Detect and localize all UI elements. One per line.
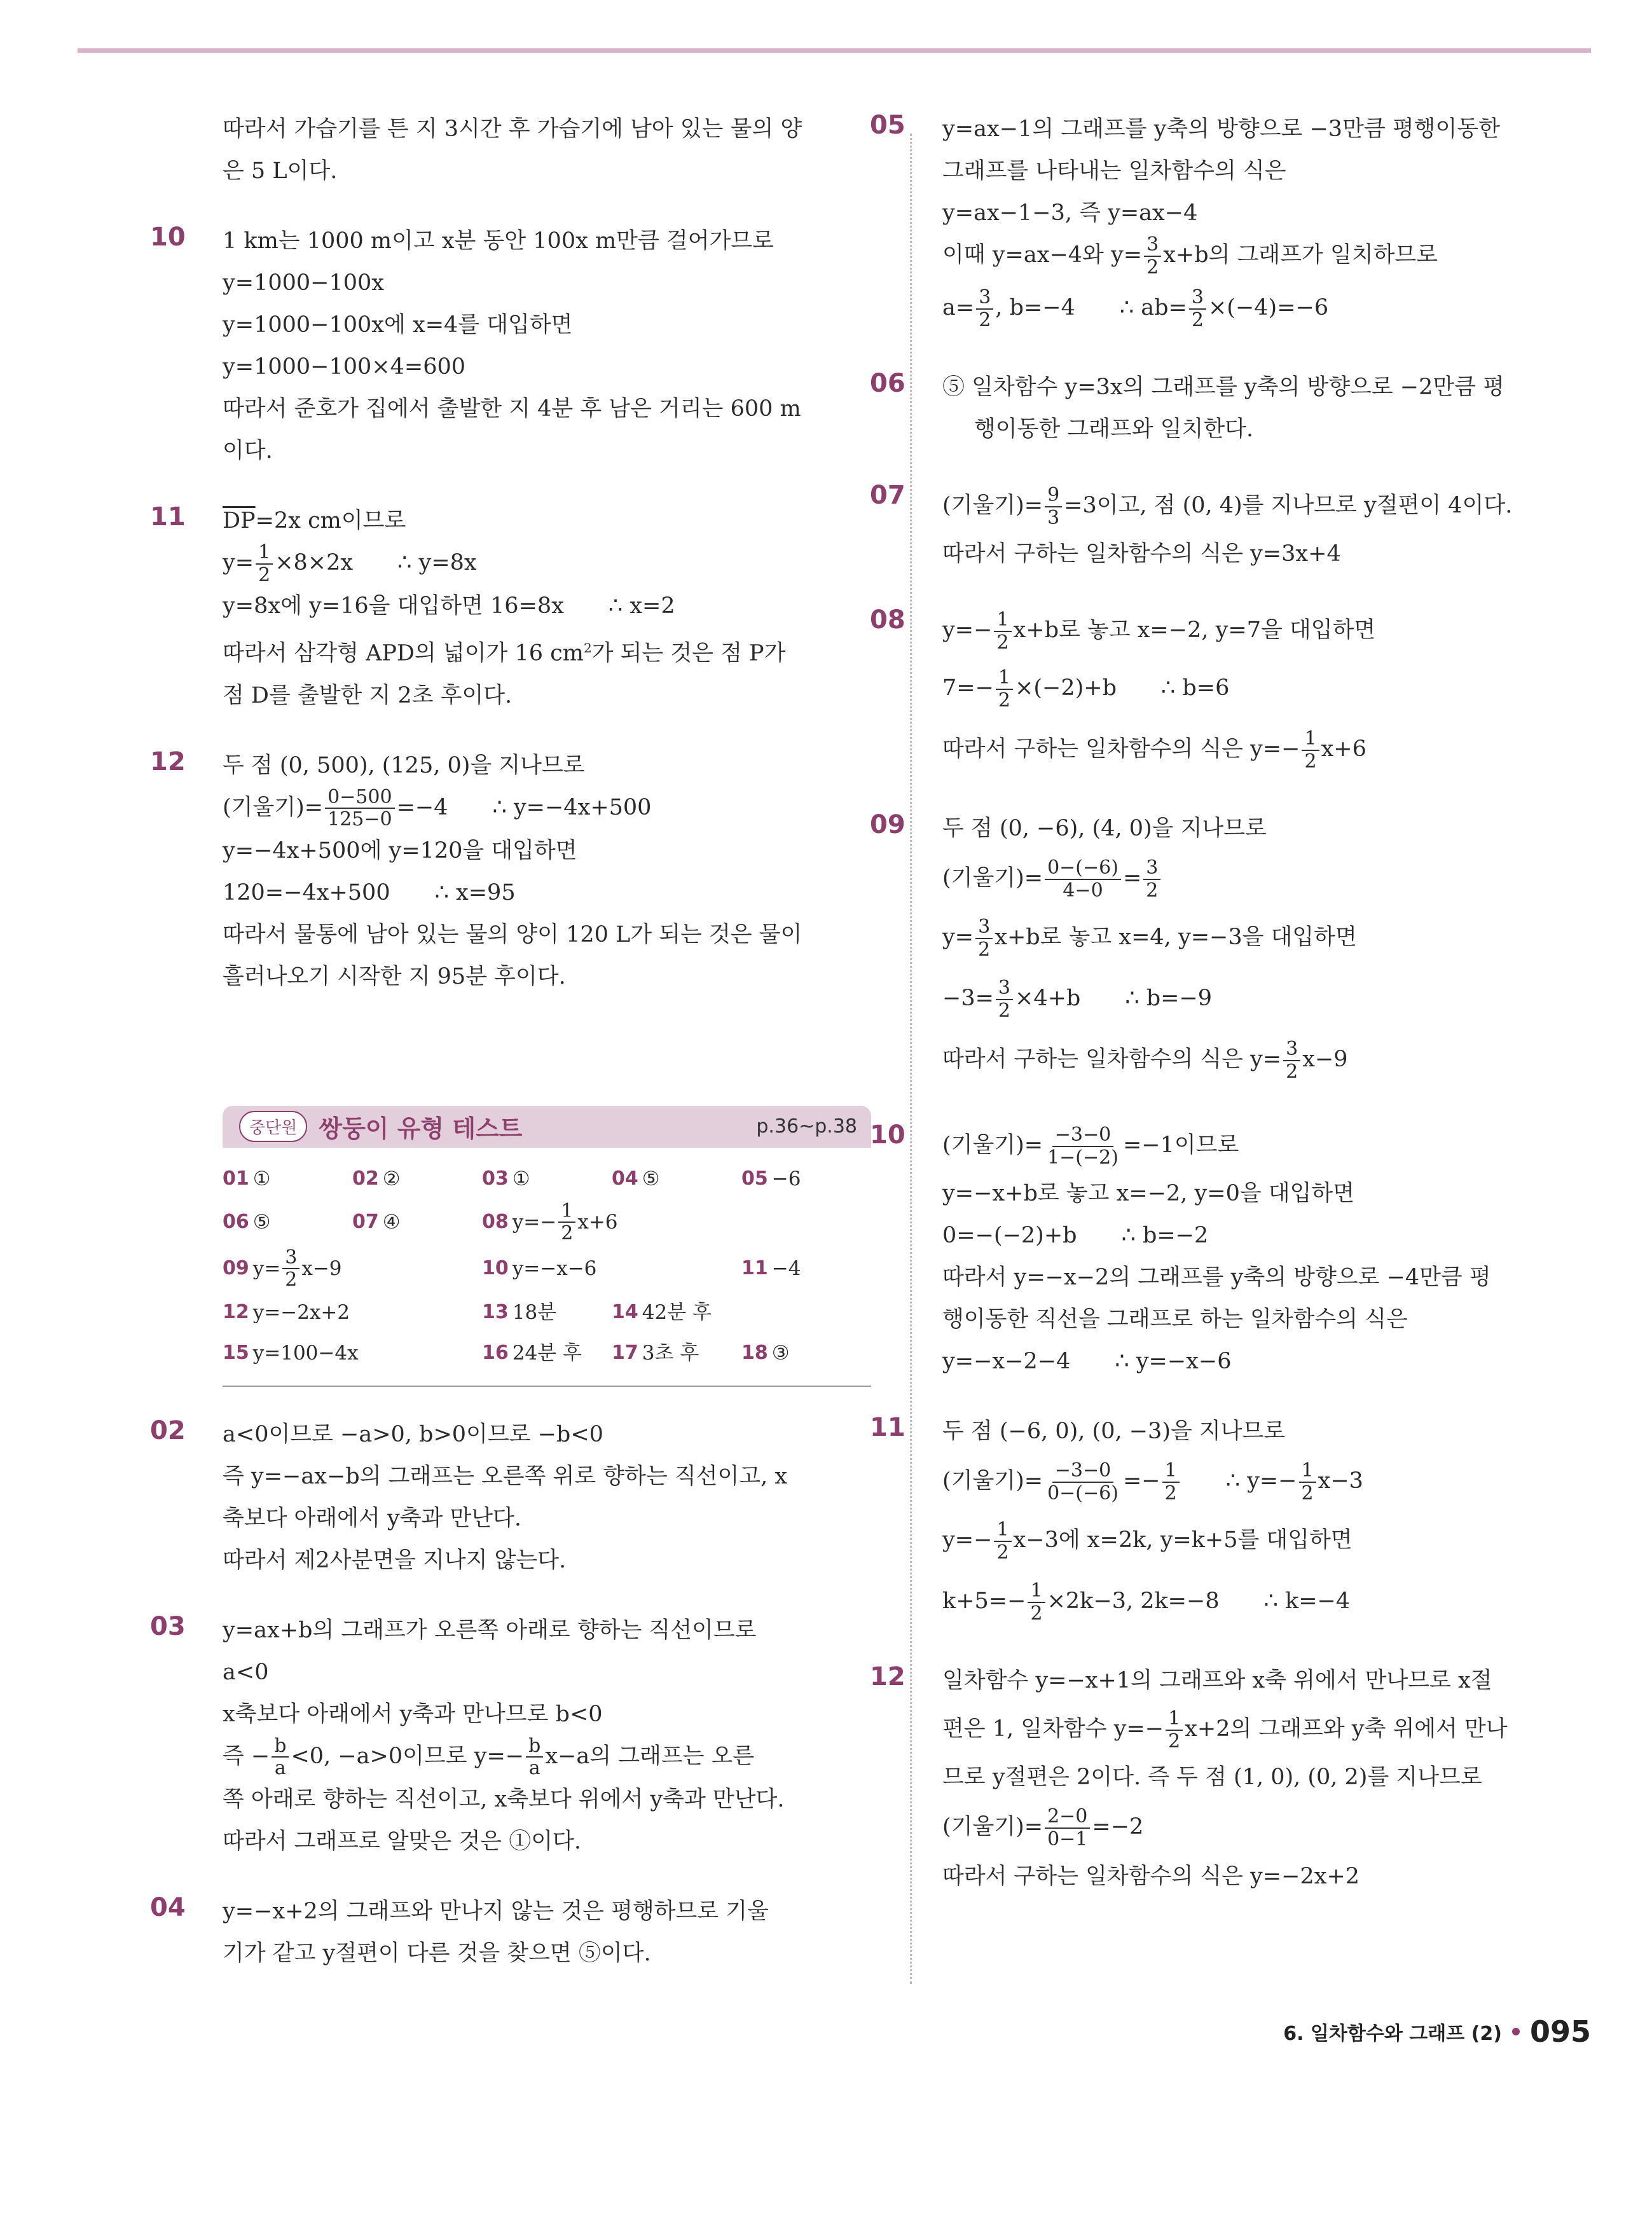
numerator: 1 xyxy=(1028,1581,1045,1603)
denominator: 2 xyxy=(1146,879,1159,902)
text-span: ×8×2x xyxy=(275,550,354,575)
text-span: y=− xyxy=(942,1527,993,1553)
text-line: a<0 xyxy=(223,1659,269,1685)
denominator: 2 xyxy=(1030,1602,1043,1625)
text-line: 따라서 y=−x−2의 그래프를 y축의 방향으로 −4만큼 평 xyxy=(942,1265,1491,1290)
text-line: y=−x+2의 그래프와 만나지 않는 것은 평행하므로 기울 xyxy=(223,1898,769,1924)
answer-value: x−9 xyxy=(301,1257,342,1281)
numerator: 3 xyxy=(975,917,993,939)
text-span: a= xyxy=(942,295,975,320)
text-line xyxy=(942,603,1597,657)
denominator: 2 xyxy=(996,631,1009,654)
fraction xyxy=(1045,1125,1121,1167)
problem-number: 02 xyxy=(150,1415,186,1445)
text-line: x축보다 아래에서 y축과 만나므로 b<0 xyxy=(223,1701,603,1727)
text-span: 따라서 삼각형 APD의 넓이가 16 cm xyxy=(223,640,584,666)
answer-grid xyxy=(223,1148,871,1387)
text-span: ∴ y=−x−6 xyxy=(1115,1349,1232,1374)
text-span: (기울기)= xyxy=(942,1814,1043,1840)
text-span: x−3 xyxy=(1318,1468,1363,1494)
denominator: 2 xyxy=(979,308,991,331)
answer-value: 3초 후 xyxy=(642,1341,699,1365)
left-column xyxy=(150,108,881,2002)
denominator: 2 xyxy=(998,689,1011,712)
right-column xyxy=(870,108,1597,1925)
text-line: 따라서 준호가 집에서 출발한 지 4분 후 남은 거리는 600 m xyxy=(223,396,801,422)
denominator: 2 xyxy=(258,563,271,586)
text-span: ∴ x=2 xyxy=(608,593,675,619)
text-span: ∴ y=−4x+500 xyxy=(492,794,652,820)
numerator: 1 xyxy=(1299,1461,1316,1483)
numerator: 0−500 xyxy=(325,787,394,809)
text-line xyxy=(942,1510,1597,1571)
fraction xyxy=(282,1248,299,1290)
solution-11 xyxy=(150,500,881,717)
text-line xyxy=(223,585,881,627)
text-line xyxy=(942,968,1597,1029)
answer-value: y=−x−6 xyxy=(512,1257,597,1281)
twin-solution-11 xyxy=(870,1410,1597,1632)
answer-item: 17 3초 후 xyxy=(612,1335,741,1372)
denominator: 2 xyxy=(1286,1060,1298,1083)
column-divider xyxy=(910,134,912,1984)
text-line: 점 D를 출발한 지 2초 후이다. xyxy=(223,682,513,708)
superscript: 2 xyxy=(583,640,592,656)
text-span: =−4 xyxy=(396,794,448,820)
fraction xyxy=(1144,235,1161,277)
numerator: 9 xyxy=(1045,485,1062,507)
text-line: y=−x+b로 놓고 x=−2, y=0을 대입하면 xyxy=(942,1181,1355,1206)
text-span: ∴ k=−4 xyxy=(1263,1588,1351,1614)
text-line xyxy=(942,1215,1597,1256)
text-span: 따라서 구하는 일차함수의 식은 y= xyxy=(942,1047,1282,1072)
answer-summary-box xyxy=(223,1106,871,1387)
answer-item: 10 y=−x−6 xyxy=(482,1248,741,1290)
answer-value: ① xyxy=(512,1167,530,1190)
answer-value: y=100−4x xyxy=(252,1341,359,1365)
empty-cell xyxy=(741,1201,871,1244)
text-line: 따라서 가습기를 튼 지 3시간 후 가습기에 남아 있는 물의 양 xyxy=(223,116,802,142)
text-span: ×(−2)+b xyxy=(1015,675,1117,701)
denominator: 2 xyxy=(561,1222,574,1245)
text-span: y=− xyxy=(942,617,993,643)
fraction xyxy=(1045,1461,1121,1503)
answer-value: 24분 후 xyxy=(512,1341,582,1365)
text-line xyxy=(223,500,881,542)
denominator: 2 xyxy=(1146,256,1159,279)
numerator: 3 xyxy=(1143,858,1160,880)
problem-number: 10 xyxy=(870,1120,905,1150)
text-line: 따라서 제2사분면을 지나지 않는다. xyxy=(223,1547,567,1573)
segment-dp: $\overline{DP}$ xyxy=(223,508,256,533)
text-line xyxy=(942,1118,1597,1173)
twin-solution-06 xyxy=(870,366,1597,450)
numerator: 3 xyxy=(1189,287,1206,310)
denominator: 1−(−2) xyxy=(1047,1146,1119,1169)
text-span: (기울기)= xyxy=(942,1468,1043,1494)
text-line xyxy=(942,234,1597,277)
text-line xyxy=(223,627,881,675)
text-line: y=1000−100×4=600 xyxy=(223,354,466,380)
text-span: x+b로 놓고 x=4, y=−3을 대입하면 xyxy=(995,925,1357,950)
fraction xyxy=(325,787,394,830)
numerator: 1 xyxy=(1166,1709,1183,1731)
denominator: a xyxy=(528,1757,540,1780)
text-line: y=ax−1−3, 즉 y=ax−4 xyxy=(942,200,1198,226)
fraction xyxy=(1283,1039,1300,1082)
text-span: −3= xyxy=(942,986,994,1011)
top-rule xyxy=(78,48,1591,53)
text-span: ∴ b=6 xyxy=(1160,675,1230,701)
denominator: 2 xyxy=(1191,308,1204,331)
answer-item: 12 y=−2x+2 xyxy=(223,1294,482,1331)
solution-12 xyxy=(150,745,881,998)
text-span: k+5=− xyxy=(942,1588,1026,1614)
twin-solution-02 xyxy=(150,1414,881,1581)
text-span: 7=− xyxy=(942,675,994,701)
denominator: 2 xyxy=(996,1541,1009,1564)
text-span: , b=−4 xyxy=(995,295,1075,320)
text-line xyxy=(942,719,1597,780)
fraction xyxy=(1028,1581,1045,1623)
page-footer xyxy=(1283,2014,1591,2049)
text-line xyxy=(942,1702,1597,1756)
text-line xyxy=(223,542,881,585)
text-span: x−3에 x=2k, y=k+5를 대입하면 xyxy=(1013,1527,1353,1553)
text-line: 두 점 (0, −6), (4, 0)을 지나므로 xyxy=(942,816,1267,841)
text-line: 1 km는 1000 m이고 x분 동안 100x m만큼 걸어가므로 xyxy=(223,228,774,254)
fraction xyxy=(976,287,993,330)
problem-number: 08 xyxy=(870,605,905,635)
answer-item: 14 42분 후 xyxy=(612,1294,741,1331)
text-span: ×2k−3, 2k=−8 xyxy=(1047,1588,1220,1614)
twin-solution-09 xyxy=(870,808,1597,1090)
text-span: ×4+b xyxy=(1015,986,1081,1011)
text-line: ⑤ 일차함수 y=3x의 그래프를 y축의 방향으로 −2만큼 평 xyxy=(942,375,1504,400)
text-span: y= xyxy=(223,550,254,575)
text-line: 은 5 L이다. xyxy=(223,158,338,184)
answer-value: ① xyxy=(252,1167,271,1190)
answer-item: 08 y=− $\frac{1}{2}$ x+6 xyxy=(482,1199,618,1245)
denominator: 0−(−6) xyxy=(1047,1482,1119,1504)
text-line: 행이동한 그래프와 일치한다. xyxy=(974,416,1254,442)
problem-number: 07 xyxy=(870,481,905,510)
answer-item: 03 ① xyxy=(482,1160,612,1197)
denominator: 0−1 xyxy=(1047,1827,1088,1850)
problem-number: 05 xyxy=(870,111,905,140)
fraction xyxy=(526,1736,543,1779)
numerator: 1 xyxy=(256,542,273,565)
problem-number: 09 xyxy=(870,810,905,839)
answer-value: x+6 xyxy=(577,1211,618,1234)
problem-number: 11 xyxy=(870,1413,905,1442)
text-span: 편은 1, 일차함수 y=− xyxy=(942,1716,1164,1742)
answer-item: 15 y=100−4x xyxy=(223,1335,482,1372)
page-number: 095 xyxy=(1529,2014,1591,2049)
text-line: 즉 y=−ax−b의 그래프는 오른쪽 위로 향하는 직선이고, x xyxy=(223,1463,788,1489)
solution-continued xyxy=(223,108,881,192)
text-span: ∴ x=95 xyxy=(434,879,516,905)
text-line xyxy=(942,1571,1597,1632)
text-line xyxy=(942,1340,1597,1382)
twin-solution-03 xyxy=(150,1609,881,1862)
text-line: 축보다 아래에서 y축과 만난다. xyxy=(223,1505,521,1531)
text-span: =2x cm이므로 xyxy=(255,508,406,533)
denominator: 2 xyxy=(1304,750,1317,773)
text-span: ∴ b=−9 xyxy=(1125,986,1213,1011)
text-line xyxy=(223,872,881,914)
text-line xyxy=(942,657,1597,719)
numerator: 3 xyxy=(1144,235,1161,257)
text-span: ∴ b=−2 xyxy=(1121,1223,1209,1248)
answer-item: 06 ⑤ xyxy=(223,1201,352,1244)
text-span: y=−x−2−4 xyxy=(942,1349,1071,1374)
denominator: 125−0 xyxy=(327,808,392,831)
denominator: 2 xyxy=(998,999,1011,1022)
problem-number: 03 xyxy=(150,1611,186,1641)
numerator: b xyxy=(272,1736,289,1758)
problem-number: 04 xyxy=(150,1892,186,1922)
text-span: ×(−4)=−6 xyxy=(1208,295,1329,320)
denominator: 2 xyxy=(1301,1482,1314,1504)
answer-item: 02 ② xyxy=(352,1160,482,1197)
answer-item: 16 24분 후 xyxy=(482,1335,612,1372)
text-line: y=ax+b의 그래프가 오른쪽 아래로 향하는 직선이므로 xyxy=(223,1617,757,1643)
fraction xyxy=(994,1520,1011,1562)
problem-number: 12 xyxy=(870,1662,905,1691)
text-line xyxy=(223,787,881,830)
text-line: 행이동한 직선을 그래프로 하는 일차함수의 식은 xyxy=(942,1307,1408,1332)
text-line xyxy=(223,1735,881,1779)
text-line: y=1000−100x xyxy=(223,270,385,296)
answer-value: ② xyxy=(382,1167,401,1190)
text-line xyxy=(942,850,1597,907)
text-line: 흘러나오기 시작한 지 95분 후이다. xyxy=(223,963,566,989)
text-line: 따라서 물통에 남아 있는 물의 양이 120 L가 되는 것은 물이 xyxy=(223,921,802,947)
text-span: 120=−4x+500 xyxy=(223,879,390,905)
chapter-label: 6. 일차함수와 그래프 (2) xyxy=(1283,2023,1502,2045)
text-span: x+2의 그래프와 y축 위에서 만나 xyxy=(1185,1716,1508,1742)
fraction xyxy=(1143,858,1160,900)
empty-cell xyxy=(741,1294,871,1331)
twin-solution-04 xyxy=(150,1890,881,1974)
numerator: −3−0 xyxy=(1052,1125,1113,1147)
fraction xyxy=(272,1736,289,1779)
answer-item: 04 ⑤ xyxy=(612,1160,741,1197)
answer-item: 13 18분 xyxy=(482,1294,612,1331)
twin-solution-07 xyxy=(870,478,1597,575)
fraction xyxy=(1166,1709,1183,1751)
text-line: y=ax−1의 그래프를 y축의 방향으로 −3만큼 평행이동한 xyxy=(942,116,1500,142)
text-line: 일차함수 y=−x+1의 그래프와 x축 위에서 만나므로 x절 xyxy=(942,1668,1492,1693)
text-span: 따라서 구하는 일차함수의 식은 y=− xyxy=(942,736,1300,762)
answer-value: y=−2x+2 xyxy=(252,1300,350,1324)
answer-item: 07 ④ xyxy=(352,1201,482,1244)
twin-solution-12 xyxy=(870,1660,1597,1897)
problem-number: 12 xyxy=(150,747,186,776)
fraction xyxy=(1045,1807,1090,1849)
text-line: 따라서 그래프로 알맞은 것은 ①이다. xyxy=(223,1828,581,1854)
text-line: 따라서 구하는 일차함수의 식은 y=3x+4 xyxy=(942,541,1341,567)
text-span: 이때 y=ax−4와 y= xyxy=(942,242,1143,268)
answer-value: y=− xyxy=(512,1211,557,1234)
fraction xyxy=(1045,858,1121,900)
numerator: 1 xyxy=(996,668,1013,690)
text-span: 즉 − xyxy=(223,1743,270,1769)
text-line xyxy=(942,1452,1597,1510)
text-line: y=1000−100x에 x=4를 대입하면 xyxy=(223,312,573,338)
fraction xyxy=(1162,1461,1180,1503)
text-span: 가 되는 것은 점 P가 xyxy=(591,640,786,666)
text-span: <0, −a>0이므로 y=− xyxy=(291,1743,525,1769)
text-span: y=8x에 y=16을 대입하면 16=8x xyxy=(223,593,564,619)
page-range: p.36~p.38 xyxy=(756,1115,857,1138)
denominator: 2 xyxy=(978,938,991,961)
answer-item: 09 y= $\frac{3}{2}$ x−9 xyxy=(223,1246,342,1291)
numerator: 1 xyxy=(558,1201,575,1223)
text-span: ∴ ab= xyxy=(1119,295,1187,320)
text-span: (기울기)= xyxy=(942,865,1043,891)
fraction xyxy=(994,610,1011,652)
answer-value: 18분 xyxy=(512,1300,557,1324)
text-span: x+6 xyxy=(1321,736,1366,762)
numerator: 1 xyxy=(994,1520,1011,1542)
text-line: 쪽 아래로 향하는 직선이고, x축보다 위에서 y축과 만난다. xyxy=(223,1786,785,1812)
text-span: 0=−(−2)+b xyxy=(942,1223,1077,1248)
text-line: 두 점 (0, 500), (125, 0)을 지나므로 xyxy=(223,752,585,778)
denominator: 2 xyxy=(285,1269,298,1291)
text-line: 두 점 (−6, 0), (0, −3)을 지나므로 xyxy=(942,1419,1286,1444)
text-span: (기울기)= xyxy=(942,1132,1043,1158)
twin-solution-08 xyxy=(870,603,1597,780)
numerator: 0−(−6) xyxy=(1045,858,1121,880)
text-line xyxy=(942,478,1597,533)
bullet-dot-icon xyxy=(1512,2028,1520,2035)
text-span: x−a의 그래프는 오른 xyxy=(545,1743,755,1769)
answer-box-header xyxy=(223,1106,871,1148)
denominator: 4−0 xyxy=(1063,879,1103,902)
denominator: 2 xyxy=(1168,1730,1181,1752)
text-span: =3이고, 점 (0, 4)를 지나므로 y절편이 4이다. xyxy=(1064,493,1513,518)
fraction xyxy=(975,917,993,960)
text-span: =− xyxy=(1122,1468,1160,1494)
answer-item: 18 ③ xyxy=(741,1335,871,1372)
twin-solution-05 xyxy=(870,108,1597,338)
fraction xyxy=(558,1201,575,1244)
text-line xyxy=(942,907,1597,968)
text-span: x−9 xyxy=(1302,1047,1348,1072)
denominator: a xyxy=(274,1757,286,1780)
fraction xyxy=(996,978,1013,1021)
numerator: 1 xyxy=(994,610,1011,632)
text-span: ∴ y=8x xyxy=(397,550,477,575)
text-line: y=−4x+500에 y=120을 대입하면 xyxy=(223,837,577,864)
numerator: 3 xyxy=(976,287,993,310)
text-line xyxy=(942,277,1597,338)
fraction xyxy=(1045,485,1062,528)
answer-item: 05 −6 xyxy=(741,1160,871,1197)
solution-10 xyxy=(150,220,881,472)
problem-number: 06 xyxy=(870,369,905,398)
problem-number: 10 xyxy=(150,223,186,252)
text-span: x+b로 놓고 x=−2, y=7을 대입하면 xyxy=(1013,617,1376,643)
section-badge: 중단원 xyxy=(239,1111,307,1142)
answer-value: ④ xyxy=(382,1211,401,1234)
answer-item: 01 ① xyxy=(223,1160,352,1197)
text-span: x+b의 그래프가 일치하므로 xyxy=(1163,242,1438,268)
text-span: = xyxy=(1122,865,1142,891)
text-span: =−1이므로 xyxy=(1122,1132,1239,1158)
text-line: 기가 같고 y절편이 다른 것을 찾으면 ⑤이다. xyxy=(223,1940,651,1966)
answer-box-title: 쌍둥이 유형 테스트 xyxy=(319,1115,523,1143)
numerator: 3 xyxy=(1283,1039,1300,1061)
answer-value: y= xyxy=(252,1257,281,1281)
answer-value: −4 xyxy=(771,1257,801,1281)
answer-value: ⑤ xyxy=(642,1167,660,1190)
denominator: 3 xyxy=(1047,506,1060,529)
fraction xyxy=(1189,287,1206,330)
text-line: 이다. xyxy=(223,438,273,464)
answer-value: 42분 후 xyxy=(642,1300,712,1324)
text-line: a<0이므로 −a>0, b>0이므로 −b<0 xyxy=(223,1421,603,1447)
numerator: 1 xyxy=(1302,729,1319,751)
text-line xyxy=(942,1798,1597,1855)
answer-item: 11 −4 xyxy=(741,1248,871,1290)
twin-solution-10 xyxy=(870,1118,1597,1382)
problem-number: 11 xyxy=(150,502,186,532)
answer-value: −6 xyxy=(771,1167,801,1190)
numerator: 3 xyxy=(996,978,1013,1000)
numerator: −3−0 xyxy=(1052,1461,1113,1483)
answer-value: ③ xyxy=(771,1341,790,1365)
text-span: y= xyxy=(942,925,974,950)
fraction xyxy=(996,668,1013,710)
fraction xyxy=(1299,1461,1316,1503)
numerator: b xyxy=(526,1736,543,1758)
numerator: 3 xyxy=(282,1248,299,1270)
text-span: (기울기)= xyxy=(223,794,324,820)
text-line: 따라서 구하는 일차함수의 식은 y=−2x+2 xyxy=(942,1864,1360,1889)
text-span: (기울기)= xyxy=(942,493,1043,518)
fraction xyxy=(1302,729,1319,771)
numerator: 1 xyxy=(1162,1461,1180,1483)
text-line: 므로 y절편은 2이다. 즉 두 점 (1, 0), (0, 2)를 지나므로 xyxy=(942,1765,1482,1790)
fraction xyxy=(256,542,273,585)
text-span: =−2 xyxy=(1092,1814,1144,1840)
denominator: 2 xyxy=(1164,1482,1177,1504)
answer-value: ⑤ xyxy=(252,1211,271,1234)
text-span: ∴ y=− xyxy=(1225,1468,1297,1494)
numerator: 2−0 xyxy=(1045,1807,1090,1829)
text-line: 그래프를 나타내는 일차함수의 식은 xyxy=(942,158,1286,184)
text-line xyxy=(942,1029,1597,1090)
